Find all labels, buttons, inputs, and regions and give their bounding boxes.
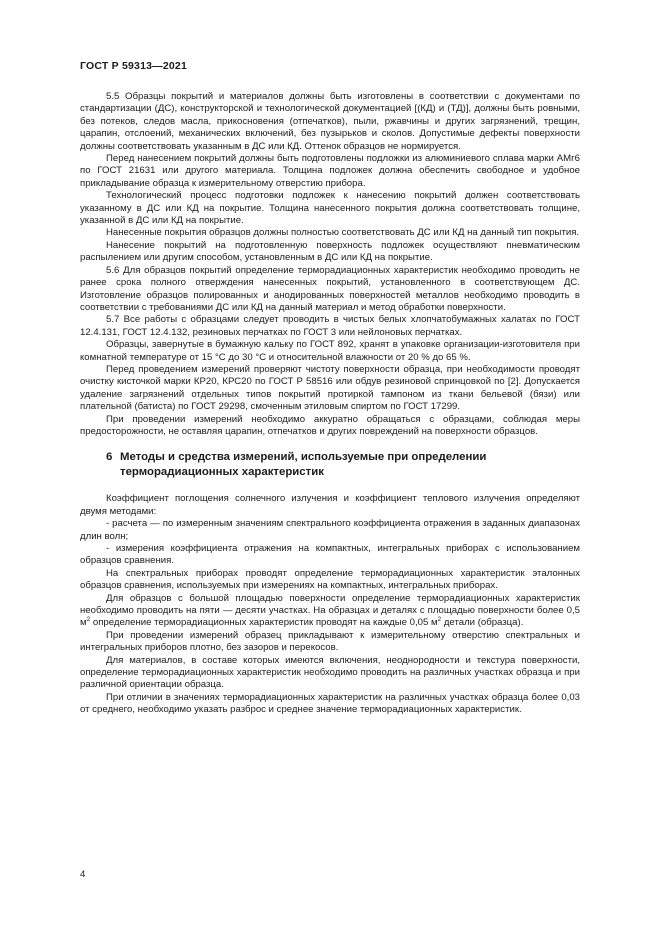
- page-number: 4: [80, 869, 86, 880]
- paragraph: Коэффициент поглощения солнечного излучения и коэффициент теплового излучения определяют двумя методами:: [80, 493, 580, 517]
- paragraph-5-6: 5.6 Для образцов покрытий определение терморадиационных характеристик необходимо проводить не ранее срока полного отверждения нанесенных покрытий, установленного в соответствующем ДС. Изготовление образцов полированных и анодированных поверхностей металлов необходимо проводить в соответствии с требованиями ДС или КД на данный материал и метод обработки поверхности.: [80, 264, 580, 313]
- paragraph: Перед проведением измерений проверяют чистоту поверхности образца, при необходимости проводят очистку кисточкой марки КР20, КРС20 по ГОСТ Р 58516 или обдув резиновой спринцовкой по [2]. Допускается удаление загрязнений отдельных типов покрытий протиркой тампоном из ткани бельевой (бязи) или плательной (батиста) по ГОСТ 29298, смоченным этиловым спиртом по ГОСТ 17299.: [80, 363, 580, 413]
- paragraph: Нанесенные покрытия образцов должны полностью соответствовать ДС или КД на данный тип покрытия.: [106, 227, 580, 239]
- section-heading: [80, 450, 580, 479]
- text-fragment: определение терморадиационных характеристик проводят на каждые 0,05 м: [90, 617, 438, 629]
- paragraph-5-7: 5.7 Все работы с образцами следует проводить в чистых белых хлопчатобумажных халатах по ГОСТ 12.4.131, ГОСТ 12.4.132, резиновых перчатках по ГОСТ 3 или нейлоновых перчатках.: [80, 314, 580, 338]
- paragraph: На спектральных приборах проводят определение терморадиационных характеристик эталонных образцов сравнения, используемых при измерениях на компактных, интегральных приборах.: [80, 567, 580, 592]
- text-fragment: Для образцов с большой площадью поверхности определение терморадиационных характеристик необходимо проводить на пяти — десяти участках. На образцах и деталях с площадью поверхности более 0,5 м: [80, 592, 580, 629]
- document-body: [80, 91, 580, 717]
- paragraph: Нанесение покрытий на подготовленную поверхность подложек осуществляют пневматическим распылением или другим способом, установленным в ДС или КД на покрытие.: [80, 239, 580, 264]
- section-number: 6: [106, 451, 113, 464]
- paragraph: При проведении измерений необходимо аккуратно обращаться с образцами, соблюдая меры предосторожности, не оставляя царапин, отпечатков и других повреждений на поверхности образцов.: [80, 413, 580, 437]
- list-item: - расчета — по измеренным значениям спектрального коэффициента отражения в заданных диапазонах длин волн;: [80, 518, 580, 542]
- document-header: ГОСТ Р 59313—2021: [80, 60, 188, 72]
- paragraph-5-5: 5.5 Образцы покрытий и материалов должны быть изготовлены в соответствии с документами по стандартизации (ДС), конструкторской и технологической документацией [(КД) и (ТД)], должны быть ровными, без потеков, следов масла, прикосновения (отпечатков), пыли, ржавчины и других загрязнений, трещин, царапин, отслоений, механических включений, без пузырьков и сколов. Допустимые дефекты поверхности должны соответствовать указанным в ДС или КД. Оттенок образцов не нормируется.: [80, 91, 580, 152]
- paragraph: При проведении измерений образец прикладывают к измерительному отверстию спектральных и интегральных приборов плотно, без зазоров и перекосов.: [80, 629, 580, 654]
- section-title-line2: терморадиационных характеристик: [120, 465, 324, 478]
- paragraph: Для материалов, в составе которых имеются включения, неоднородности и текстура поверхности, определение терморадиационных характеристик необходимо проводить на различных участках образца и при различной ориентации образца.: [80, 654, 580, 691]
- section-title-line1: Методы и средства измерений, используемые при определении: [120, 451, 487, 464]
- paragraph: Перед нанесением покрытий должны быть подготовлены подложки из алюминиевого сплава марки АМг6 по ГОСТ 21631 или другого материала. Толщина подложек должна обеспечить свободное и удобное прикладывание образца к измерительному отверстию прибора.: [80, 153, 580, 189]
- paragraph: При отличии в значениях терморадиационных характеристик на различных участках образца более 0,03 от среднего, необходимо указать разброс и среднее значение терморадиационных характеристик.: [80, 691, 580, 716]
- paragraph: Образцы, завернутые в бумажную кальку по ГОСТ 892, хранят в упаковке организации-изготовителя при комнатной температуре от 15 °С до 30 °С и относительной влажности от 20 % до 65 %.: [80, 339, 580, 363]
- superscript: 2: [86, 616, 91, 624]
- paragraph-area: [80, 593, 580, 630]
- superscript: 2: [437, 616, 442, 624]
- text-fragment: детали (образца).: [441, 617, 524, 629]
- paragraph: Технологический процесс подготовки подложек к нанесению покрытий должен соответствовать указанному в ДС или КД на покрытие. Толщина нанесенного покрытия должна соответствовать толщине, указанной в ДС или КД на покрытие.: [80, 190, 580, 227]
- list-item: - измерения коэффициента отражения на компактных, интегральных приборах с использованием образцов сравнения.: [80, 543, 580, 567]
